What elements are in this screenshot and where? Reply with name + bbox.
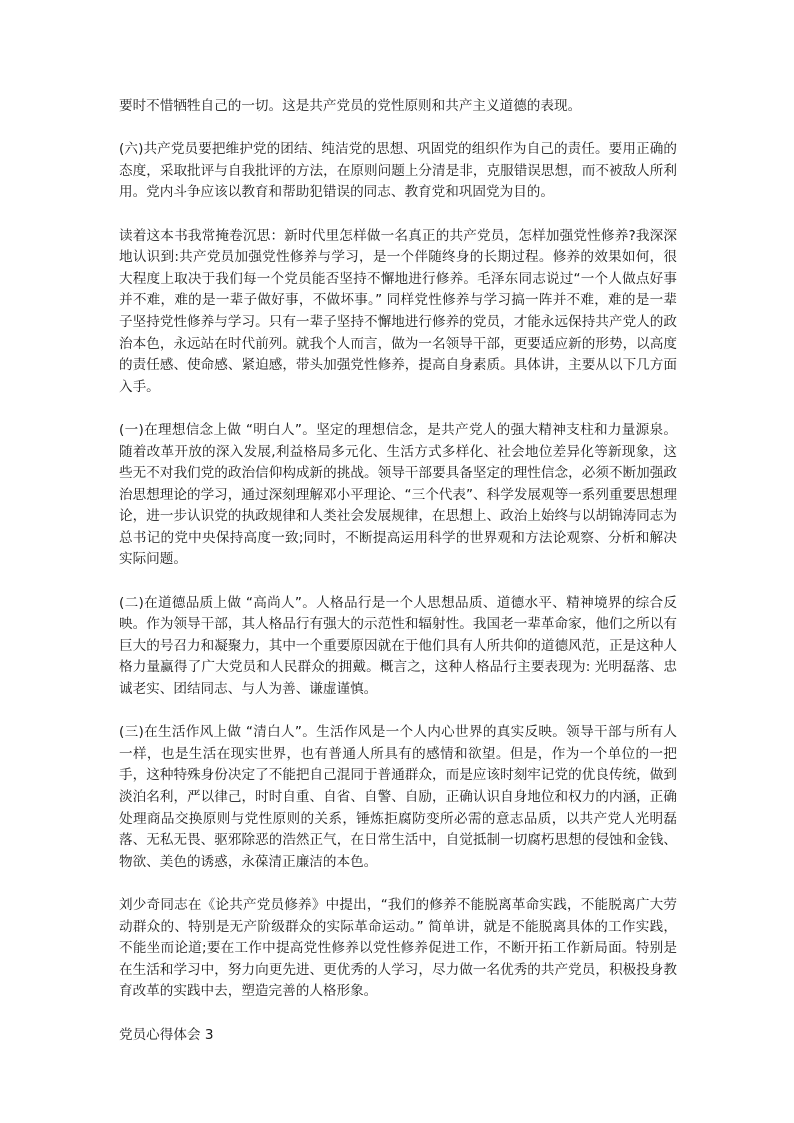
paragraph-gap (119, 398, 677, 420)
paragraph-point-two: (二)在道德品质上做 “高尚人”。人格品行是一个人思想品质、道德水平、精神境界的综合反映。作为领导干部，其人格品行有强大的示范性和辐射性。我国老一辈革命家，他们之所以有巨大的号召力和凝聚力，其中一个重要原因就在于他们具有人所共仰的道德风范，正是这种人格力量赢得了广大党员和人民群众的拥戴。概言之，这种人格品行主要表现为: 光明磊落、忠诚老实、团结同志、与人为善、谦虚谨慎。 (119, 594, 677, 698)
paragraph-gap (119, 1003, 677, 1025)
paragraph-gap (119, 118, 677, 140)
paragraph-gap (119, 873, 677, 895)
paragraph-reflection: 读着这本书我常掩卷沉思：新时代里怎样做一名真正的共产党员，怎样加强党性修养?我深深地认识到:共产党员加强党性修养与学习，是一个伴随终身的长期过程。修养的效果如何，很大程度上取决于我们每一个党员能否坚持不懈地进行修养。毛泽东同志说过“一个人做点好事并不难，难的是一辈子做好事，不做坏事。” 同样党性修养与学习搞一阵并不难，难的是一辈子坚持党性修养与学习。只有一辈子坚持不懈地进行修养的党员，才能永远保持共产党人的政治本色，永远站在时代前列。就我个人而言，做为一名领导干部，更要适应新的形势，以高度的责任感、使命感、紧迫感，带头加强党性修养，提高自身素质。具体讲，主要从以下几方面入手。 (119, 227, 677, 395)
document-page (119, 96, 677, 1046)
paragraph-gap (119, 571, 677, 593)
paragraph-point-six: (六)共产党员要把维护党的团结、纯洁党的思想、巩固党的组织作为自己的责任。要用正确的态度，采取批评与自我批评的方法，在原则问题上分清是非，克服错误思想，而不被敌人所利用。党内斗争应该以教育和帮助犯错误的同志、教育党和巩固党为目的。 (119, 141, 677, 201)
paragraph-gap (119, 701, 677, 723)
paragraph-conclusion: 刘少奇同志在《论共产党员修养》中提出，“我们的修养不能脱离革命实践，不能脱离广大劳动群众的、特别是无产阶级群众的实际革命运动。” 简单讲，就是不能脱离具体的工作实践，不能坐而论道;要在工作中提高党性修养以党性修养促进工作，不断开拓工作新局面。特别是在生活和学习中，努力向更先进、更优秀的人学习，尽力做一名优秀的共产党员，积极投身教育改革的实践中去，塑造完善的人格形象。 (119, 896, 677, 1000)
section-heading: 党员心得体会 3 (119, 1026, 214, 1043)
paragraph-point-three: (三)在生活作风上做 “清白人”。生活作风是一个人内心世界的真实反映。领导干部与所有人一样，也是生活在现实世界，也有普通人所具有的感情和欲望。但是，作为一个单位的一把手，这种特殊身份决定了不能把自己混同于普通群众，而是应该时刻牢记党的优良传统，做到淡泊名利，严以律己，时时自重、自省、自警、自励，正确认识自身地位和权力的内涵，正确处理商品交换原则与党性原则的关系，锤炼拒腐防变所必需的意志品质，以共产党人光明磊落、无私无畏、驱邪除恶的浩然正气，在日常生活中，自觉抵制一切腐朽思想的侵蚀和金钱、物欲、美色的诱惑，永葆清正廉洁的本色。 (119, 724, 677, 870)
paragraph-continuation: 要时不惜牺牲自己的一切。这是共产党员的党性原则和共产主义道德的表现。 (119, 98, 582, 114)
paragraph-point-one: (一)在理想信念上做 “明白人”。坚定的理想信念，是共产党人的强大精神支柱和力量源泉。随着改革开放的深入发展,利益格局多元化、生活方式多样化、社会地位差异化等新现象，这些无不对我们党的政治信仰构成新的挑战。领导干部要具备坚定的理性信念，必须不断加强政治思想理论的学习，通过深刻理解邓小平理论、“三个代表”、科学发展观等一系列重要思想理论，进一步认识党的执政规律和人类社会发展规律，在思想上、政治上始终与以胡锦涛同志为总书记的党中央保持高度一致;同时，不断提高运用科学的世界观和方法论观察、分析和解决实际问题。 (119, 421, 677, 568)
paragraph-gap (119, 204, 677, 226)
